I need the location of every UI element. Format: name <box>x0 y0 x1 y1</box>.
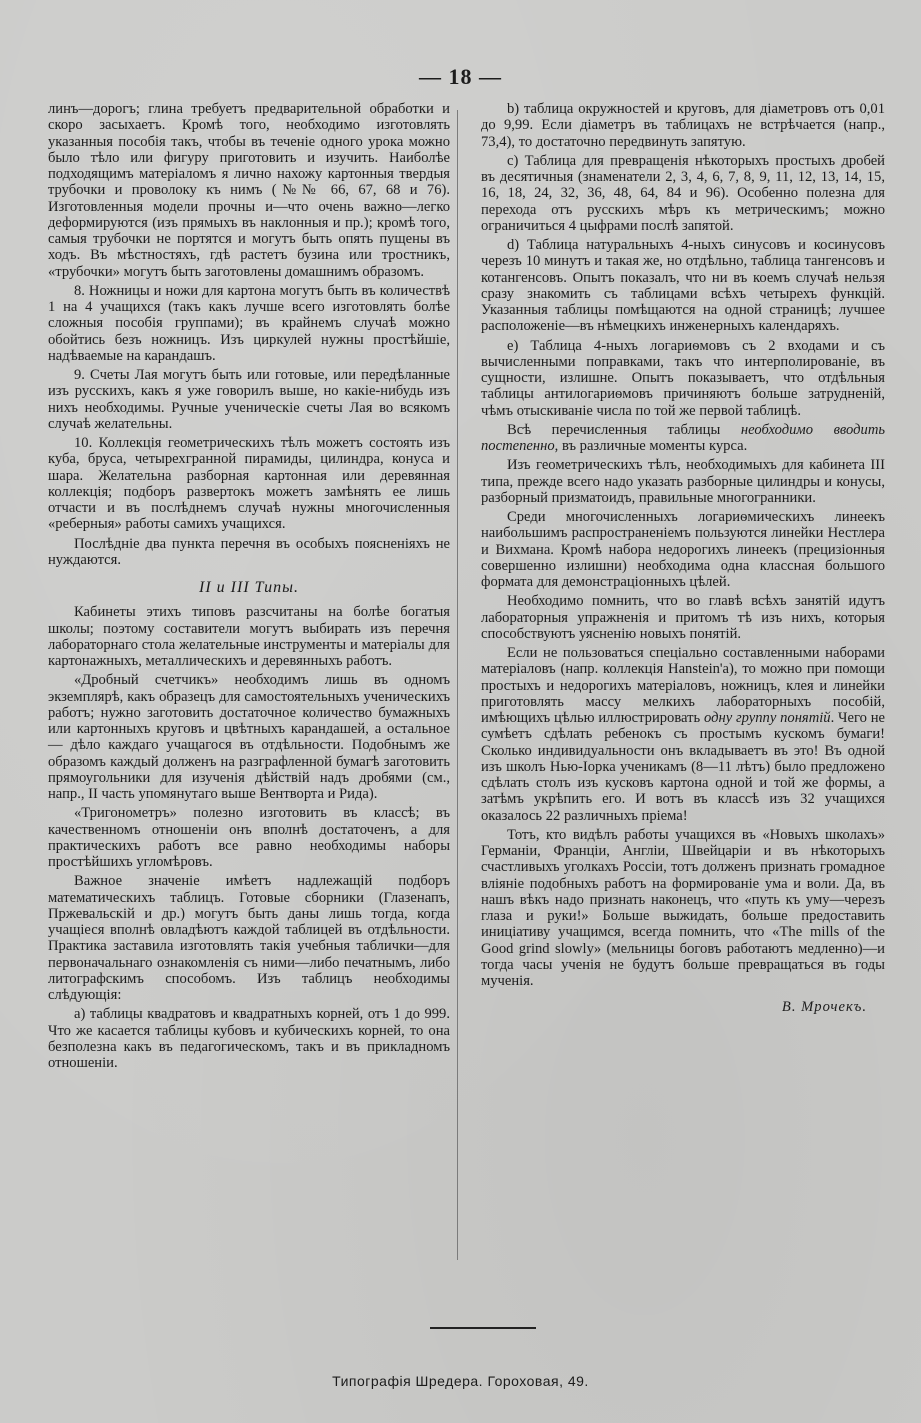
paragraph: a) таблицы квадратовъ и квадратныхъ корней, отъ 1 до 999. Что же касается таблицы кубовъ и кубическихъ корней, то она безполезна какъ въ педагогическомъ, такъ и въ прикладномъ отношеніи. <box>48 1006 450 1071</box>
text-run: Всѣ перечисленныя таблицы <box>507 421 741 438</box>
paragraph: Послѣдніе два пункта перечня въ особыхъ поясненіяхъ не нуждаются. <box>48 535 450 568</box>
paragraph: d) Таблица натуральныхъ 4-ныхъ синусовъ и косинусовъ черезъ 10 минутъ и такая же, но отдѣльно, таблица тангенсовъ и котангенсовъ. Опытъ показалъ, что ни въ коемъ случаѣ нельзя сразу знакомить съ таблицами всѣхъ четырехъ функцій. Указанныя таблицы помѣщаются на одной страницѣ; лучшее расположеніе—въ нѣмецкихъ инженерныхъ календаряхъ. <box>481 237 885 335</box>
column-divider <box>457 110 458 1260</box>
paragraph: Необходимо помнить, что во главѣ всѣхъ занятій идутъ лабораторныя упражненія и притомъ тѣ изъ нихъ, которыя способствуютъ уясненію новыхъ понятій. <box>481 593 885 642</box>
printer-imprint: Типографія Шредера. Гороховая, 49. <box>332 1373 589 1389</box>
paragraph: Среди многочисленныхъ логариѳмическихъ линеекъ наибольшимъ распространеніемъ пользуются линейки Нестлера и Вихмана. Кромѣ набора недорогихъ линеекъ (прецизіонныя совершенно излишни) необходима одна классная большого формата для демонстраціонныхъ цѣлей. <box>481 509 885 590</box>
paragraph: 9. Счеты Лая могутъ быть или готовые, или передѣланные изъ русскихъ, какъ я уже говорилъ выше, но какіе-нибудь изъ нихъ необходимы. Ручные ученическіе счеты Лая во всякомъ случаѣ желательны. <box>48 367 450 432</box>
author-signature: В. Мрочекъ. <box>781 999 867 1016</box>
paragraph: b) таблица окружностей и круговъ, для діаметровъ отъ 0,01 до 9,99. Если діаметръ въ таблицахъ не встрѣчается (напр., 73,4), то достаточно передвинуть запятую. <box>481 101 885 150</box>
paragraph: e) Таблица 4-ныхъ логариѳмовъ съ 2 входами и съ вычисленными поправками, такъ что интерполированіе, въ сущности, излишне. Опытъ показываетъ, что отдѣльныя таблицы антилогариѳмовъ причиняютъ больше затрудненій, чѣмъ отыскиваніе числа по той же первой таблицѣ. <box>481 337 885 419</box>
paragraph <box>481 645 885 824</box>
paragraph: «Тригонометръ» полезно изготовить въ классѣ; въ качественномъ отношеніи онъ вполнѣ достаточенъ, а для практическихъ работъ все равно необходимы наборы простѣйшихъ угломѣровъ. <box>48 805 450 870</box>
section-heading: II и III Типы. <box>199 579 299 596</box>
paragraph: линъ—дорогъ; глина требуетъ предварительной обработки и скоро засыхаетъ. Кромѣ того, необходимо изготовлять указанныя пособія такъ, чтобы въ теченіе одного урока можно было тѣло или фигуру приготовить и изучить. Наиболѣе подходящимъ матеріаломъ я лично нахожу картонныя твердыя трубочки и проволоку къ нимъ (№№ 66, 67, 68 и 76). Изготовленныя модели прочны и—что очень важно—легко деформируются (изъ прямыхъ въ наклонныя и пр.); кромѣ того, самыя трубочки не портятся и могутъ быть опять пущены въ ходъ. Въ мѣстностяхъ, гдѣ растетъ бузина или тростникъ, «трубочки» могутъ быть заготовлены домашнимъ образомъ. <box>48 101 450 280</box>
paragraph: 8. Ножницы и ножи для картона могутъ быть въ количествѣ 1 на 4 учащихся (такъ какъ лучше всего изготовлять болѣе сложныя пособія группами); въ крайнемъ случаѣ можно обойтись безъ ножницъ. Изъ циркулей нужны простѣйшіе, надѣваемые на карандашъ. <box>48 282 450 364</box>
text-run: . Чего не сумѣетъ сдѣлать ребенокъ съ простымъ кускомъ бумаги! Сколько индивидуальности онъ вкладываетъ въ это! Въ одной изъ школъ Нью-Іорка ученикамъ (8—11 лѣтъ) было предложено сдѣлать столъ изъ кусковъ картона одной и той же формы, а затѣмъ укрѣпить его. И вотъ въ классѣ изъ 32 учащихся оказалось 22 различныхъ пріема! <box>481 710 885 824</box>
text-run: Если не пользоваться спеціально составленными наборами матеріаловъ (напр. коллекція Hanstein'а), то можно при помощи простыхъ и недорогихъ матеріаловъ, ножницъ, клея и линейки приготовлять массу мелкихъ лабораторныхъ пособій, имѣющихъ цѣлью иллюстрировать <box>481 645 885 726</box>
paragraph: Изъ геометрическихъ тѣлъ, необходимыхъ для кабинета III типа, прежде всего надо указать разборные цилиндры и конусы, разборный призматоидъ, правильные многогранники. <box>481 457 885 506</box>
page-number: — 18 — <box>419 64 502 89</box>
paragraph: 10. Коллекція геометрическихъ тѣлъ можетъ состоять изъ куба, бруса, четырехгранной пирамиды, цилиндра, конуса и шара. Желательна разборная картонная или деревянная коллекція; подборъ развертокъ можетъ замѣнять ее лишь отчасти и въ послѣднемъ случаѣ нужны многочисленныя «реберныя» работы самихъ учащихся. <box>48 435 450 533</box>
paragraph: «Дробный счетчикъ» необходимъ лишь въ одномъ экземплярѣ, какъ образецъ для самостоятельныхъ ученическихъ работъ; нужно заготовить достаточное количество бумажныхъ или картонныхъ круговъ и цвѣтныхъ карандашей, а остальное — дѣло каждаго учащагося въ отдѣльности. Подобнымъ же образомъ каждый долженъ на разграфленной бумагѣ заготовить прямоугольники для изученія дѣйствій надъ дробями (см., напр., II часть упомянутаго выше Вентворта и Рида). <box>48 672 450 802</box>
italic-emphasis: необходимо вводить постепенно <box>481 421 886 454</box>
text-run: , въ различные моменты курса. <box>554 438 748 454</box>
paragraph: Важное значеніе имѣетъ надлежащій подборъ математическихъ таблицъ. Готовые сборники (Глазенапъ, Пржевальскій и др.) могутъ быть даны лишь тогда, когда учащіеся вполнѣ овладѣютъ каждой таблицей въ отдѣльности. Практика заставила изготовлять такія учебныя таблички—для первоначальнаго ознакомленія съ ними—либо печатнымъ, либо литографскимъ способомъ. Изъ таблицъ необходимы слѣдующія: <box>48 873 450 1003</box>
paragraph: Тотъ, кто видѣлъ работы учащихся въ «Новыхъ школахъ» Германіи, Франціи, Англіи, Швейцаріи и въ нѣкоторыхъ счастливыхъ уголкахъ Россіи, тотъ долженъ признать громадное вліяніе подобныхъ работъ на формированіе ума и воли. Да, въ нашъ вѣкъ надо признать наконецъ, что «путь къ уму—черезъ глаза и руки!» Больше выжидать, больше предоставить иниціативу учащимся, всегда помнить, что «The mills of the Good grind slowly» (мельницы боговъ работаютъ медленно)—и тогда часы ученія не будутъ больше превращаться въ годы мученія. <box>481 826 885 989</box>
footer-rule <box>430 1327 536 1329</box>
paragraph: c) Таблица для превращенія нѣкоторыхъ простыхъ дробей въ десятичныя (знаменатели 2, 3, 4, 6, 7, 8, 9, 11, 12, 13, 14, 15, 16, 18, 24, 32, 36, 48, 64, 84 и 96). Особенно полезна для перехода отъ русскихъ мѣръ къ метрическимъ; можно ограничиться 4 цыфрами послѣ запятой. <box>481 152 885 234</box>
paragraph: Кабинеты этихъ типовъ разсчитаны на болѣе богатыя школы; поэтому составители могутъ выбирать изъ перечня лабораторнаго стола желательные инструменты и матеріалы для картонажныхъ, металлическихъ и деревянныхъ работъ. <box>48 604 450 669</box>
left-column <box>48 101 450 1074</box>
right-column <box>481 101 885 1016</box>
paragraph <box>481 422 885 455</box>
italic-emphasis: одну группу понятій <box>703 710 831 726</box>
